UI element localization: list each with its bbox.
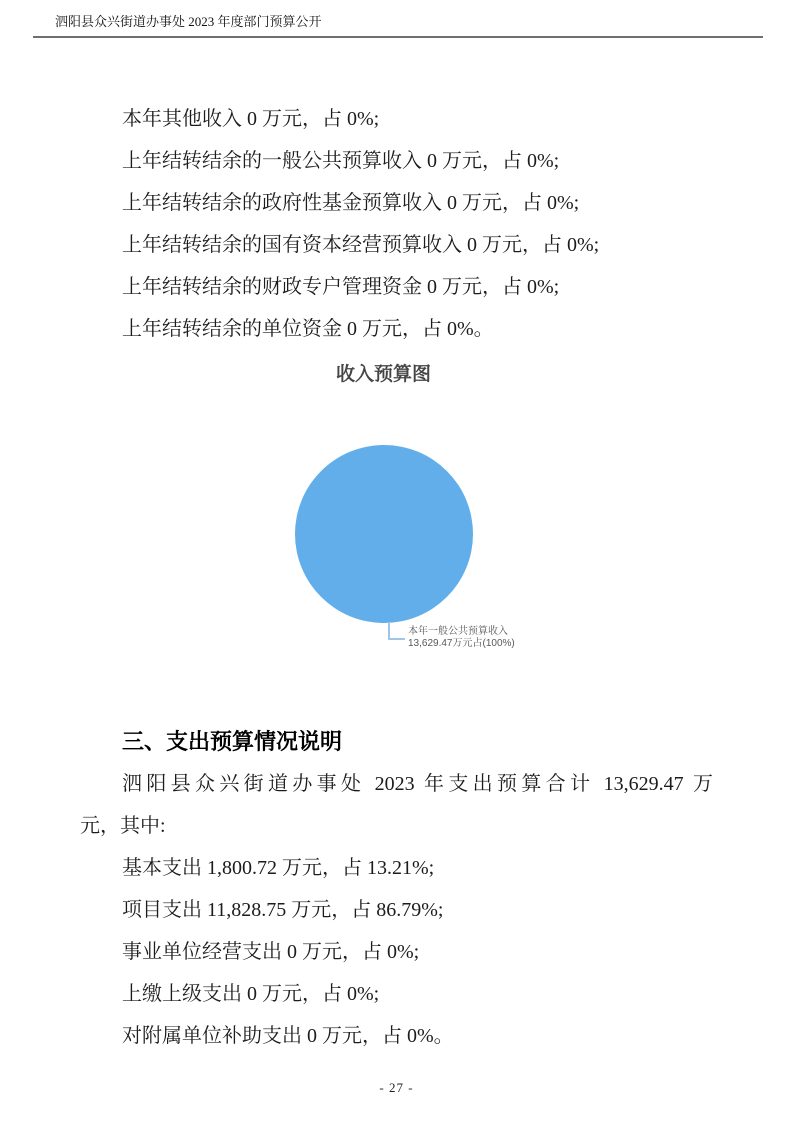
pie-label-name: 本年一般公共预算收入 [408,626,508,637]
expenditure-line: 基本支出 1,800.72 万元，占 13.21%; [122,857,435,879]
expenditure-line: 项目支出 11,828.75 万元，占 86.79%; [122,899,444,921]
pie-label-value: 13,629.47万元占(100%) [408,637,515,649]
expenditure-line: 上缴上级支出 0 万元，占 0%; [122,983,380,1005]
expenditure-intro-continuation: 元，其中: [80,815,166,837]
income-line: 本年其他收入 0 万元，占 0%; [122,108,380,130]
income-line: 上年结转结余的一般公共预算收入 0 万元，占 0%; [122,150,560,172]
income-line: 上年结转结余的财政专户管理资金 0 万元，占 0%; [122,276,560,298]
label-leader-line [388,638,405,640]
document-body [80,98,713,1057]
pie-slice-general-budget-income [295,445,473,623]
income-line: 上年结转结余的政府性基金预算收入 0 万元，占 0%; [122,192,580,214]
page-number: - 27 - [379,1080,414,1095]
chart-title: 收入预算图 [335,364,431,385]
page-footer [80,1080,713,1096]
header-title: 泗阳县众兴街道办事处 2023 年度部门预算公开 [55,14,322,29]
income-line: 上年结转结余的单位资金 0 万元，占 0%。 [122,318,494,340]
expenditure-line: 对附属单位补助支出 0 万元，占 0%。 [122,1025,454,1047]
expenditure-intro-line: 泗阳县众兴街道办事处 2023 年支出预算合计 13,629.47 万 [122,773,713,795]
income-line: 上年结转结余的国有资本经营预算收入 0 万元，占 0%; [122,234,600,256]
income-pie-chart [80,350,713,721]
page-header [33,10,763,38]
expenditure-line: 事业单位经营支出 0 万元，占 0%; [122,941,420,963]
section-heading-expenditure: 三、支出预算情况说明 [122,729,343,754]
pie-slice-label [408,626,515,649]
